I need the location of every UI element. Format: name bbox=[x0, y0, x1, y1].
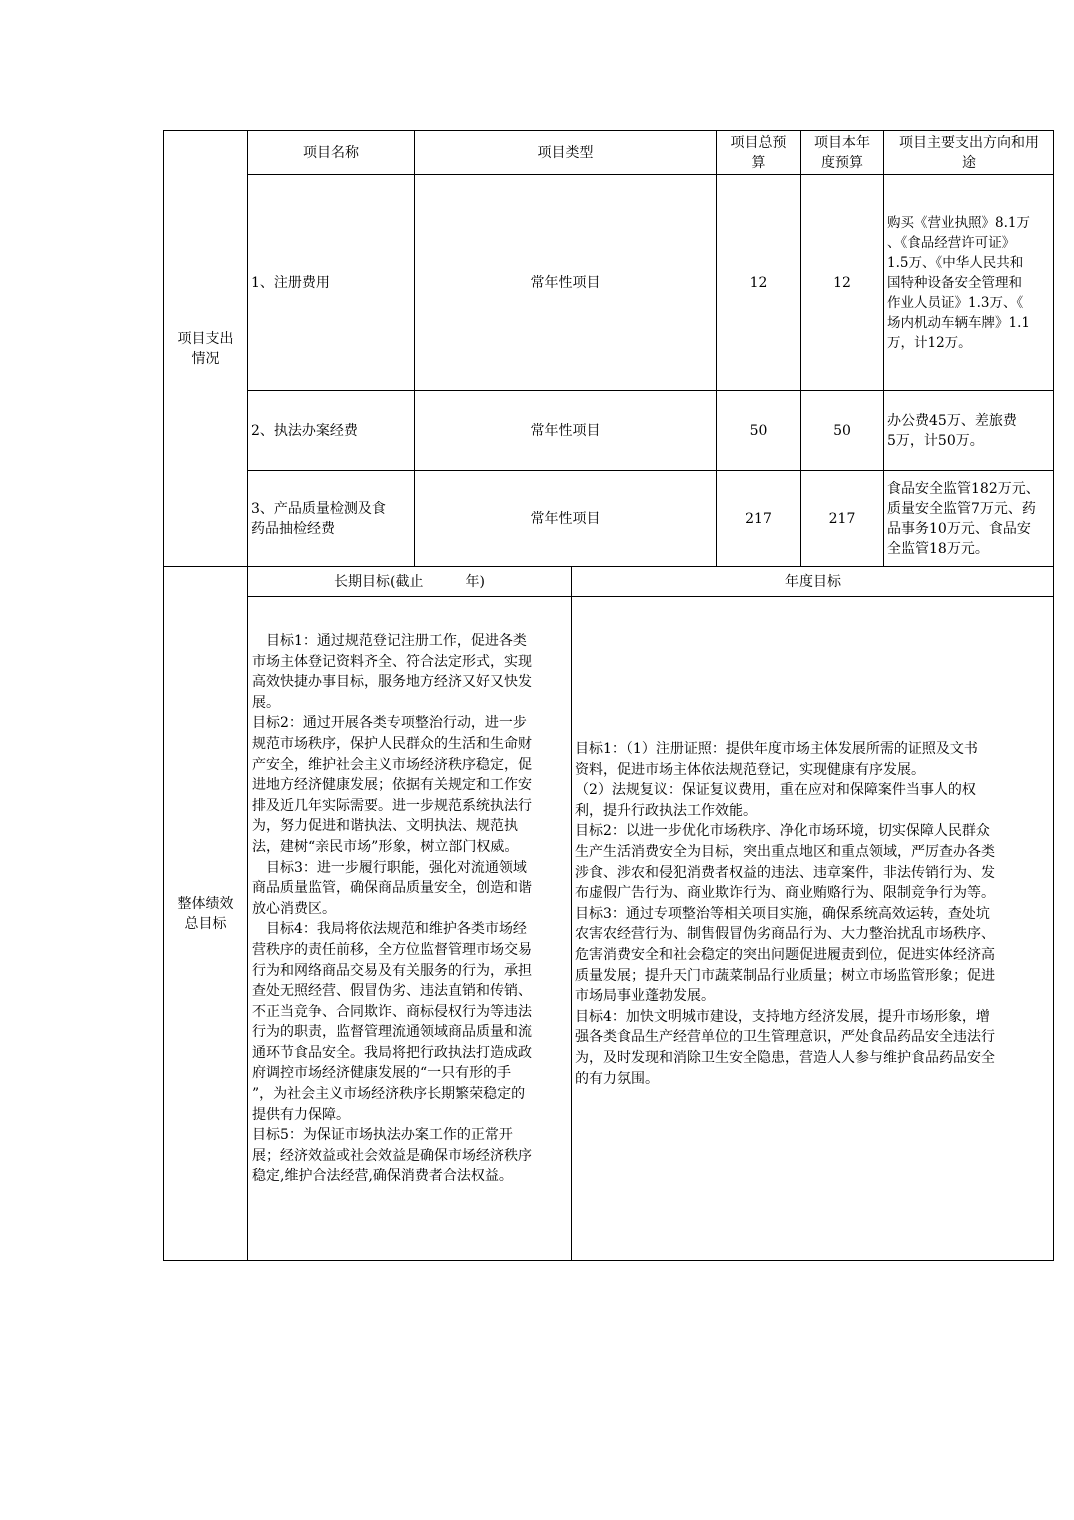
row-2-type: 常年性项目 bbox=[414, 390, 716, 470]
row-1-name: 1、注册费用 bbox=[247, 174, 414, 390]
header-project-name: 项目名称 bbox=[247, 130, 414, 174]
header-total-budget: 项目总预 算 bbox=[716, 130, 800, 174]
row-1-annual: 12 bbox=[800, 174, 883, 390]
budget-table bbox=[163, 130, 1054, 1261]
row-3-annual: 217 bbox=[800, 470, 883, 566]
header-annual-budget: 项目本年 度预算 bbox=[800, 130, 883, 174]
row-2-annual: 50 bbox=[800, 390, 883, 470]
row-1-purpose: 购买《营业执照》8.1万 、《食品经营许可证》 1.5万、《中华人民共和 国特种设备安全管理和 作业人员证》1.3万、《 场内机动车辆车牌》1.1 万，计12万。 bbox=[883, 174, 1054, 390]
annual-goal-text: 目标1：（1）注册证照：提供年度市场主体发展所需的证照及文书 资料，促进市场主体依法规范登记，实现健康有序发展。 （2）法规复议：保证复议费用，重在应对和保障案件当事人的权 利，提升行政执法工作效能。 目标2：以进一步优化市场秩序、净化市场环境，切实保障人民群众 生产生活消费安全为目标，突出重点地区和重点领域，严厉查办各类 涉食、涉农和侵犯消费者权益的违法、违章案件，非法传销行为、发 布虚假广告行为、商业欺诈行为、商业贿赂行为、限制竞争行为等。 目标3：通过专项整治等相关项目实施，确保系统高效运转，查处坑 农害农经营行为、制售假冒伪劣商品行为、大力整治扰乱市场秩序、 危害消费安全和社会稳定的突出问题促进履责到位，促进实体经济高 质量发展；提升天门市蔬菜制品行业质量；树立市场监管形象；促进 市场局事业蓬勃发展。 目标4：加快文明城市建设，支持地方经济发展，提升市场形象，增 强各类食品生产经营单位的卫生管理意识，严处食品药品安全违法行 为，及时发现和消除卫生安全隐患，营造人人参与维护食品药品安全 的有力氛围。 bbox=[571, 596, 1054, 1261]
header-long-term-goal: 长期目标(截止 年) bbox=[247, 566, 571, 596]
row-2-name: 2、执法办案经费 bbox=[247, 390, 414, 470]
header-purpose: 项目主要支出方向和用 途 bbox=[883, 130, 1054, 174]
section-label-performance-goals: 整体绩效 总目标 bbox=[163, 566, 247, 1261]
section-label-expenditure: 项目支出 情况 bbox=[163, 130, 247, 566]
row-3-total: 217 bbox=[716, 470, 800, 566]
long-term-goal-text: 目标1：通过规范登记注册工作，促进各类 市场主体登记资料齐全、符合法定形式，实现 高效快捷办事目标，服务地方经济又好又快发 展。 目标2：通过开展各类专项整治行动，进一步 规范市场秩序，保护人民群众的生活和生命财 产安全，维护社会主义市场经济秩序稳定，促 进地方经济健康发展；依据有关规定和工作安 排及近几年实际需要。进一步规范系统执法行 为，努力促进和谐执法、文明执法、规范执 法，建树“亲民市场”形象，树立部门权威。 目标3：进一步履行职能，强化对流通领域 商品质量监管，确保商品质量安全，创造和谐 放心消费区。 目标4：我局将依法规范和维护各类市场经 营秩序的责任前移，全方位监督管理市场交易 行为和网络商品交易及有关服务的行为，承担 查处无照经营、假冒伪劣、违法直销和传销、 不正当竞争、合同欺诈、商标侵权行为等违法 行为的职责，监督管理流通领域商品质量和流 通环节食品安全。我局将把行政执法打造成政 府调控市场经济健康发展的“一只有形的手 ”，为社会主义市场经济秩序长期繁荣稳定的 提供有力保障。 目标5：为保证市场执法办案工作的正常开 展；经济效益或社会效益是确保市场经济秩序 稳定,维护合法经营,确保消费者合法权益。 bbox=[247, 596, 571, 1261]
row-1-type: 常年性项目 bbox=[414, 174, 716, 390]
header-annual-goal: 年度目标 bbox=[571, 566, 1054, 596]
row-3-type: 常年性项目 bbox=[414, 470, 716, 566]
row-3-name: 3、产品质量检测及食 药品抽检经费 bbox=[247, 470, 414, 566]
row-1-total: 12 bbox=[716, 174, 800, 390]
row-2-purpose: 办公费45万、差旅费 5万，计50万。 bbox=[883, 390, 1054, 470]
row-3-purpose: 食品安全监管182万元、 质量安全监管7万元、药 品事务10万元、食品安 全监管18万元。 bbox=[883, 470, 1054, 566]
header-project-type: 项目类型 bbox=[414, 130, 716, 174]
row-2-total: 50 bbox=[716, 390, 800, 470]
